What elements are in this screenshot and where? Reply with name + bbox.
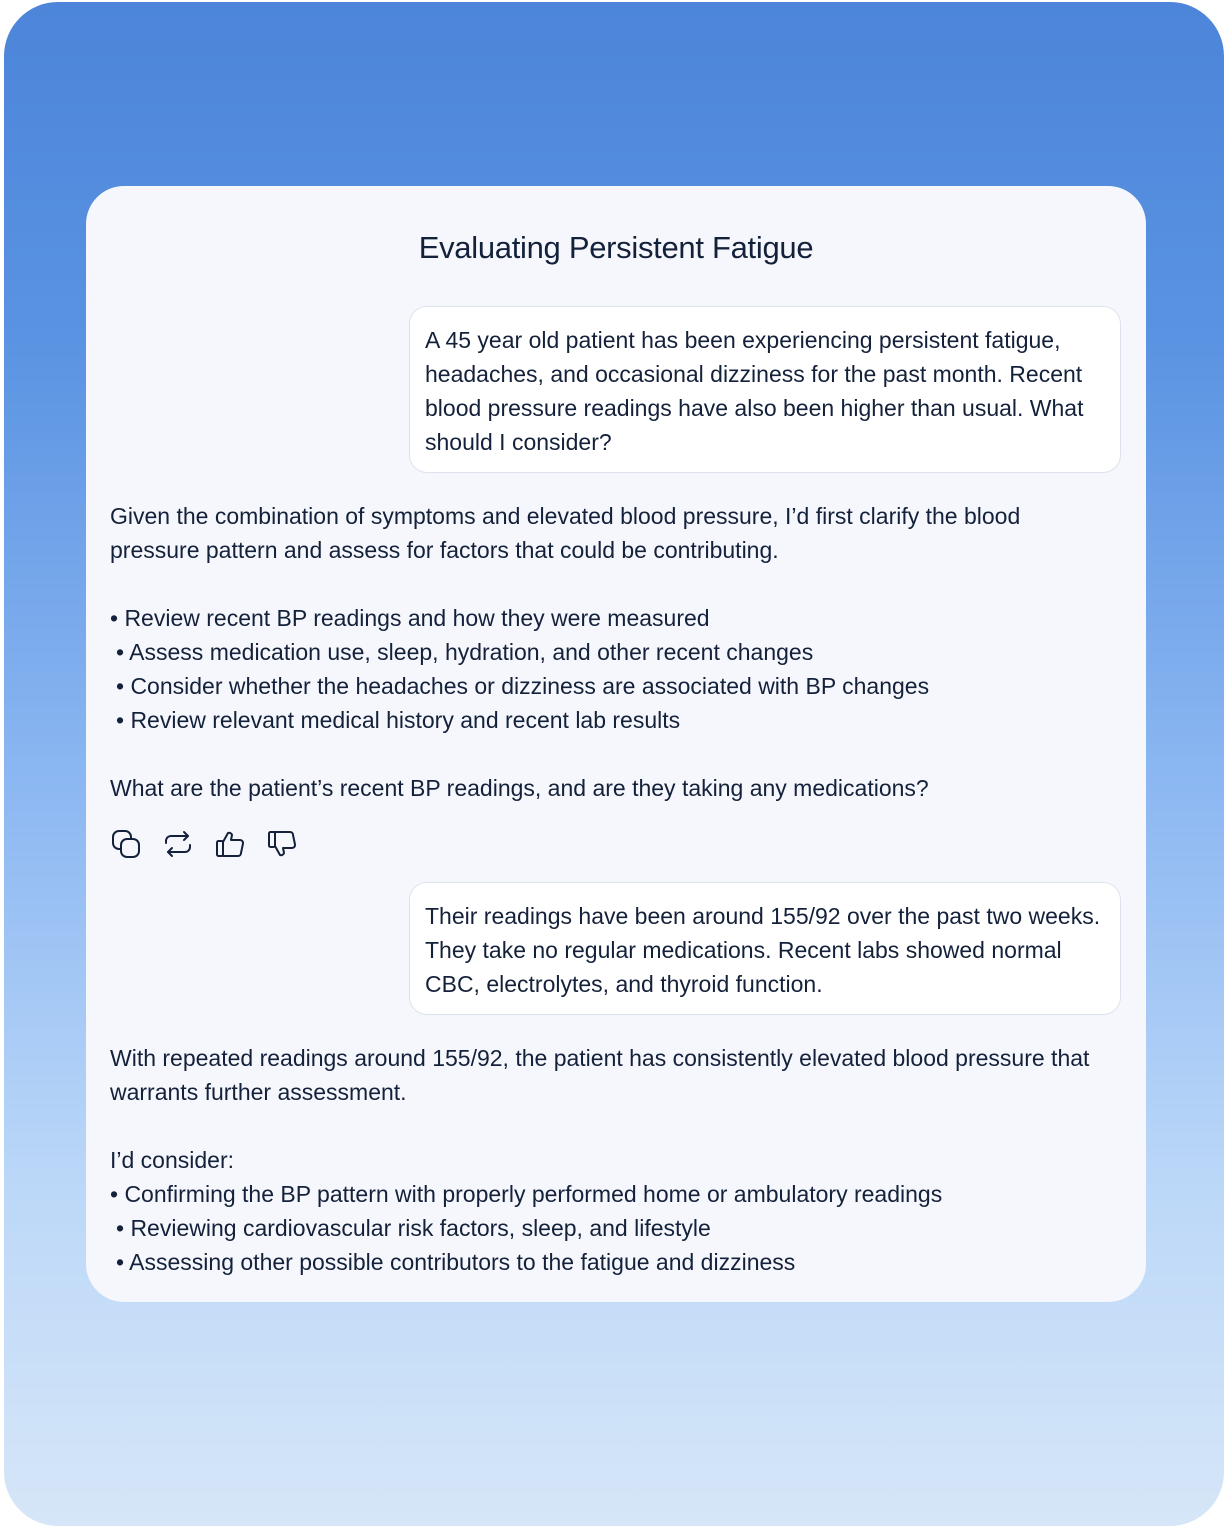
thumbs-up-icon: [214, 828, 246, 860]
message-actions: [110, 826, 298, 862]
assistant-lead: I’d consider:: [110, 1147, 235, 1173]
conversation-title: Evaluating Persistent Fatigue: [418, 230, 814, 265]
thumbs-down-icon: [266, 828, 298, 860]
list-item: • Review recent BP readings and how they were measured: [110, 605, 710, 631]
thumbs-up-button[interactable]: [214, 828, 246, 860]
regenerate-icon: [162, 828, 194, 860]
assistant-bullet-list: [110, 1177, 1110, 1279]
regenerate-button[interactable]: [162, 828, 194, 860]
assistant-intro: Given the combination of symptoms and elevated blood pressure, I’d first clarify the blood pressure pattern and assess for factors that could be contributing.: [110, 503, 1021, 563]
assistant-message: [110, 1041, 1110, 1279]
user-message-bubble: [409, 306, 1121, 473]
list-item: • Assessing other possible contributors to the fatigue and dizziness: [116, 1249, 796, 1275]
assistant-message: [110, 499, 1110, 805]
list-item: • Review relevant medical history and recent lab results: [116, 707, 681, 733]
user-message-bubble: [409, 882, 1121, 1015]
thumbs-down-button[interactable]: [266, 828, 298, 860]
assistant-bullet-list: [110, 601, 1110, 737]
assistant-question: What are the patient’s recent BP readings, and are they taking any medications?: [110, 775, 929, 801]
list-item: • Assess medication use, sleep, hydration, and other recent changes: [116, 639, 814, 665]
chat-card: [86, 186, 1146, 1302]
list-item: • Confirming the BP pattern with properly performed home or ambulatory readings: [110, 1181, 943, 1207]
copy-button[interactable]: [110, 828, 142, 860]
user-message-text: A 45 year old patient has been experiencing persistent fatigue, headaches, and occasional dizziness for the past month. Recent blood pressure readings have also been higher than usual. What should I consider?: [425, 327, 1084, 455]
copy-icon: [110, 828, 142, 860]
list-item: • Consider whether the headaches or dizziness are associated with BP changes: [116, 673, 930, 699]
assistant-intro: With repeated readings around 155/92, the patient has consistently elevated blood pressure that warrants further assessment.: [110, 1045, 1090, 1105]
user-message-text: Their readings have been around 155/92 over the past two weeks. They take no regular medications. Recent labs showed normal CBC, electrolytes, and thyroid function.: [425, 903, 1101, 997]
list-item: • Reviewing cardiovascular risk factors, sleep, and lifestyle: [116, 1215, 711, 1241]
